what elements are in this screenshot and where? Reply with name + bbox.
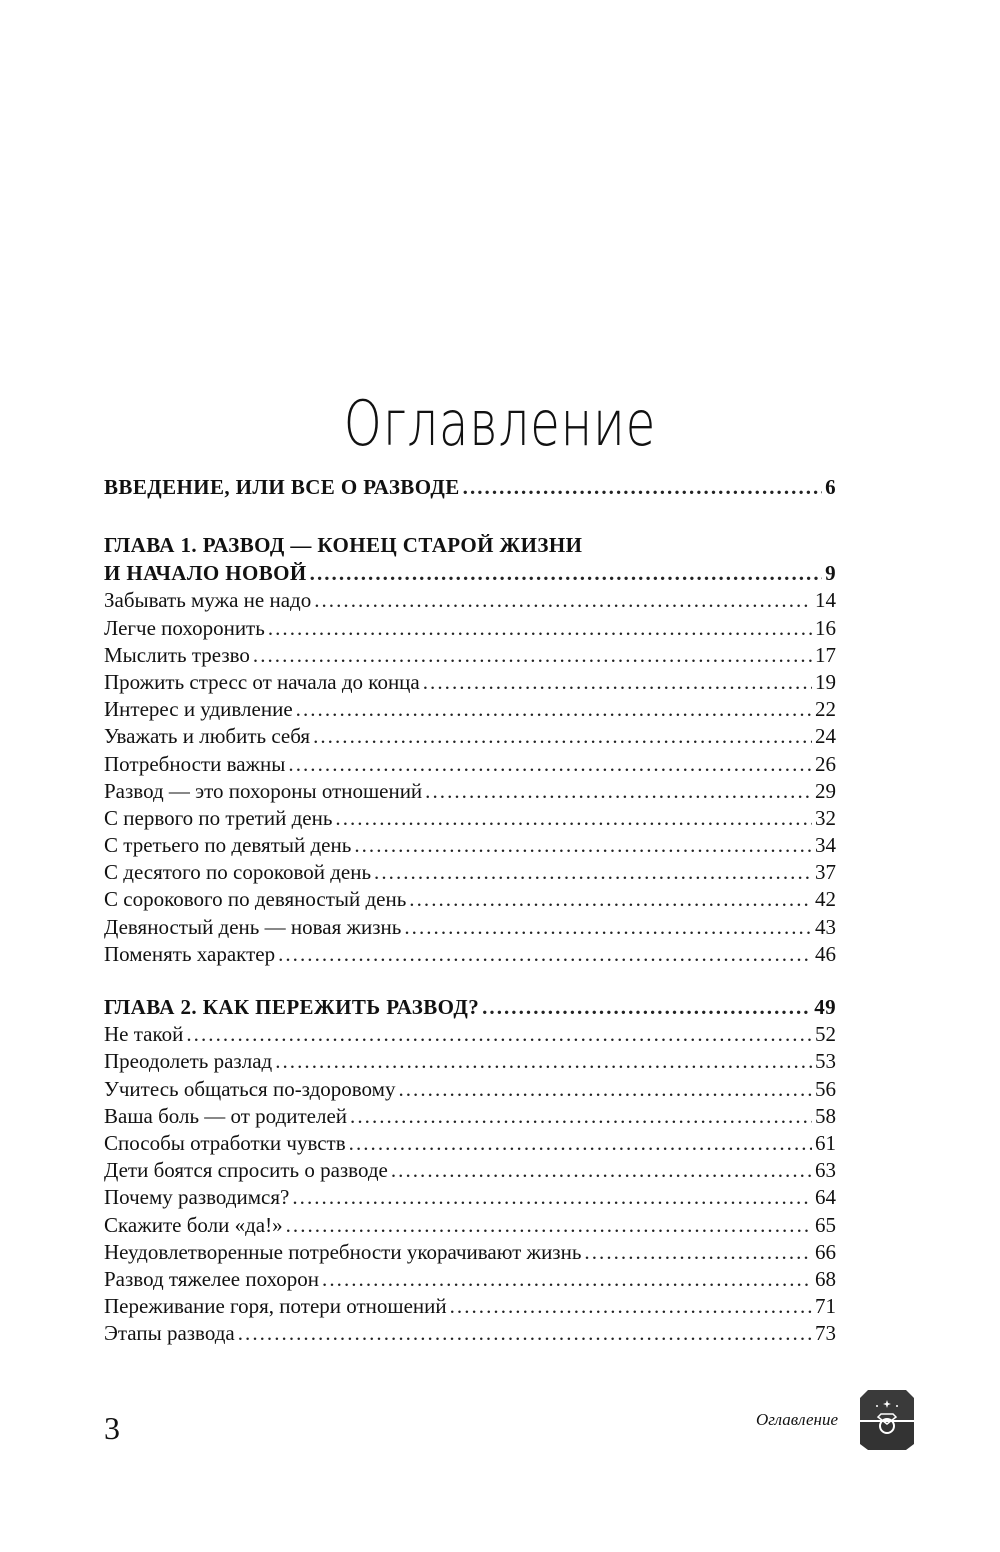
toc-entry (104, 723, 836, 750)
toc-entry-page: 68 (815, 1266, 836, 1291)
toc-entry (104, 1130, 836, 1157)
chapter-1-heading (104, 560, 836, 587)
toc-entry (104, 642, 836, 669)
toc-entry (104, 1184, 836, 1211)
toc-entry-page: 22 (815, 697, 836, 722)
dot-leader (268, 615, 812, 642)
toc-entry (104, 941, 836, 968)
dot-leader (425, 778, 812, 805)
dot-leader (391, 1157, 812, 1184)
toc-entry-label: Почему разводимся? (104, 1185, 290, 1210)
dot-leader (409, 886, 812, 913)
toc-entry-label: Легче похоронить (104, 615, 265, 640)
toc-entry (104, 1021, 836, 1048)
toc-entry (104, 1293, 836, 1320)
dot-leader (354, 832, 812, 859)
toc-entry-label: Способы отработки чувств (104, 1130, 346, 1155)
ring-box-icon (856, 1386, 918, 1452)
dot-leader (310, 560, 822, 587)
toc-entry (104, 805, 836, 832)
toc-intro-page: 6 (825, 475, 836, 499)
toc-entry-page: 37 (815, 860, 836, 885)
dot-leader (404, 914, 812, 941)
toc-entry-page: 65 (815, 1212, 836, 1237)
toc-entry (104, 1320, 836, 1347)
toc-entry-page: 26 (815, 751, 836, 776)
toc-entry-label: С сорокового по девяностый день (104, 887, 407, 912)
chapter-1-items (104, 587, 836, 968)
dot-leader (286, 1212, 812, 1239)
toc-entry-label: Дети боятся спросить о разводе (104, 1158, 388, 1183)
dot-leader (482, 994, 811, 1021)
toc-entry-label: Прожить стресс от начала до конца (104, 669, 420, 694)
toc-entry-page: 14 (815, 588, 836, 613)
toc-entry (104, 886, 836, 913)
toc-entry-page: 73 (815, 1321, 836, 1346)
toc-entry-label: Неудовлетворенные потребности укорачивают жизнь (104, 1239, 582, 1264)
toc-entry-label: С десятого по сороковой день (104, 860, 372, 885)
dot-leader (275, 1048, 812, 1075)
dot-leader (296, 696, 812, 723)
toc-entry (104, 1157, 836, 1184)
toc-entry (104, 1266, 836, 1293)
toc-intro (104, 474, 836, 501)
dot-leader (253, 642, 812, 669)
dot-leader (314, 587, 812, 614)
toc-entry-page: 71 (815, 1294, 836, 1319)
toc-entry-label: Преодолеть разлад (104, 1049, 273, 1074)
toc-entry (104, 615, 836, 642)
dot-leader (584, 1239, 812, 1266)
chapter-2-page: 49 (814, 995, 836, 1019)
dot-leader (349, 1130, 812, 1157)
toc-entry-label: Уважать и любить себя (104, 724, 311, 749)
toc-entry-page: 32 (815, 805, 836, 830)
toc-entry-label: Потребности важны (104, 751, 286, 776)
table-of-contents (104, 474, 836, 1347)
toc-entry-page: 42 (815, 887, 836, 912)
chapter-1-title-line2: И НАЧАЛО НОВОЙ (104, 561, 307, 586)
dot-leader (423, 669, 812, 696)
toc-entry-page: 34 (815, 833, 836, 858)
toc-entry-label: Девяностый день — новая жизнь (104, 914, 402, 939)
toc-entry-label: Мыслить трезво (104, 642, 250, 667)
dot-leader (450, 1293, 812, 1320)
toc-entry (104, 778, 836, 805)
toc-entry (104, 696, 836, 723)
toc-entry-label: Поменять характер (104, 941, 276, 966)
toc-entry-label: С первого по третий день (104, 805, 333, 830)
dot-leader (238, 1320, 812, 1347)
toc-entry (104, 859, 836, 886)
toc-entry (104, 1048, 836, 1075)
toc-entry-page: 56 (815, 1076, 836, 1101)
toc-entry (104, 587, 836, 614)
toc-entry-page: 58 (815, 1103, 836, 1128)
toc-entry-page: 46 (815, 941, 836, 966)
chapter-2-heading (104, 994, 836, 1021)
toc-entry-page: 24 (815, 724, 836, 749)
chapter-2-title: ГЛАВА 2. КАК ПЕРЕЖИТЬ РАЗВОД? (104, 995, 480, 1019)
toc-entry-label: Учитесь общаться по-здоровому (104, 1076, 396, 1101)
toc-entry-page: 16 (815, 615, 836, 640)
toc-entry-page: 17 (815, 642, 836, 667)
dot-leader (313, 723, 812, 750)
dot-leader (292, 1184, 812, 1211)
toc-entry-label: Этапы развода (104, 1321, 235, 1346)
toc-entry (104, 832, 836, 859)
toc-entry-page: 29 (815, 778, 836, 803)
toc-intro-label: ВВЕДЕНИЕ, ИЛИ ВСЕ О РАЗВОДЕ (104, 475, 460, 499)
toc-entry-label: Забывать мужа не надо (104, 588, 312, 613)
toc-entry-label: Развод тяжелее похорон (104, 1266, 320, 1291)
toc-entry (104, 914, 836, 941)
toc-entry-label: Ваша боль — от родителей (104, 1103, 348, 1128)
toc-entry-label: Не такой (104, 1022, 184, 1047)
dot-leader (398, 1076, 812, 1103)
dot-leader (463, 474, 822, 501)
toc-entry (104, 751, 836, 778)
toc-entry (104, 1239, 836, 1266)
dot-leader (350, 1103, 812, 1130)
toc-entry-page: 52 (815, 1022, 836, 1047)
running-head: Оглавление (755, 1410, 838, 1429)
chapter-1-title: ГЛАВА 1. РАЗВОД — КОНЕЦ СТАРОЙ ЖИЗНИ (104, 533, 583, 558)
toc-entry-page: 53 (815, 1049, 836, 1074)
toc-entry-page: 64 (815, 1185, 836, 1210)
toc-entry-page: 63 (815, 1158, 836, 1183)
dot-leader (374, 859, 812, 886)
page-number: 3 (104, 1410, 120, 1446)
toc-entry-page: 19 (815, 669, 836, 694)
toc-entry-label: Развод — это похороны отношений (104, 778, 423, 803)
dot-leader (288, 751, 812, 778)
toc-entry (104, 669, 836, 696)
toc-entry (104, 1212, 836, 1239)
toc-entry (104, 1103, 836, 1130)
toc-entry-label: С третьего по девятый день (104, 833, 352, 858)
toc-entry (104, 1076, 836, 1103)
dot-leader (322, 1266, 812, 1293)
dot-leader (186, 1021, 812, 1048)
chapter-2-items (104, 1021, 836, 1347)
toc-entry-page: 61 (815, 1130, 836, 1155)
toc-entry-page: 66 (815, 1239, 836, 1264)
toc-entry-page: 43 (815, 914, 836, 939)
toc-entry-label: Интерес и удивление (104, 697, 293, 722)
dot-leader (278, 941, 812, 968)
page-title: Оглавление (343, 387, 657, 460)
chapter-1-page: 9 (825, 561, 836, 586)
toc-entry-label: Переживание горя, потери отношений (104, 1294, 447, 1319)
toc-entry-label: Скажите боли «да!» (104, 1212, 283, 1237)
dot-leader (335, 805, 812, 832)
